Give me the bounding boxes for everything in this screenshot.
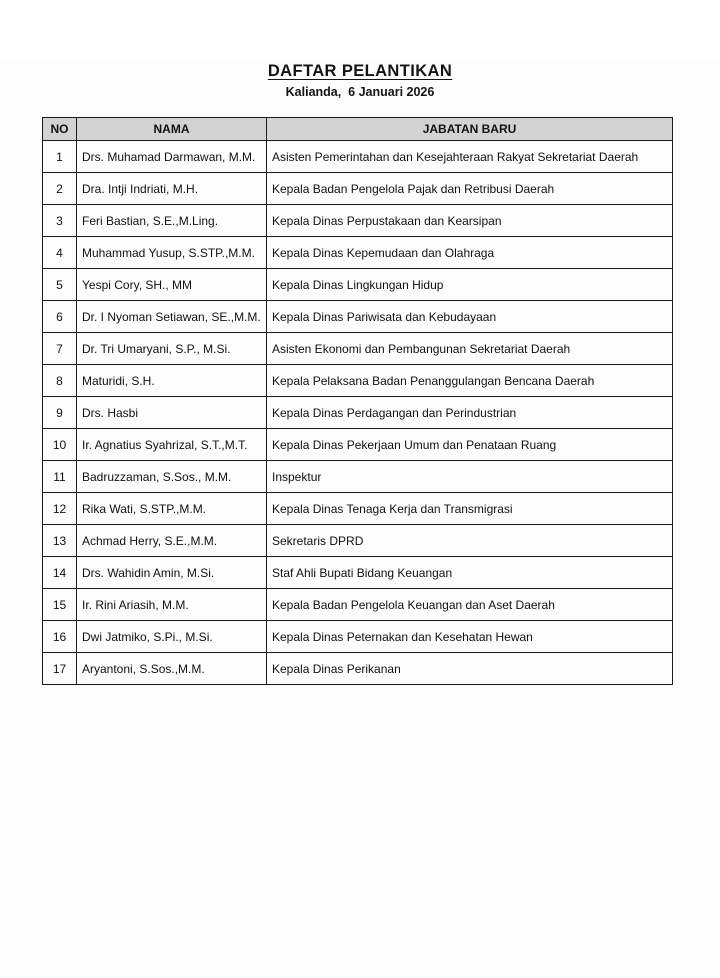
- row-jabatan: Sekretaris DPRD: [267, 525, 673, 557]
- row-nama: Ir. Agnatius Syahrizal, S.T.,M.T.: [77, 429, 267, 461]
- row-nama: Achmad Herry, S.E.,M.M.: [77, 525, 267, 557]
- row-no: 4: [43, 237, 77, 269]
- row-jabatan: Staf Ahli Bupati Bidang Keuangan: [267, 557, 673, 589]
- row-nama: Aryantoni, S.Sos.,M.M.: [77, 653, 267, 685]
- row-nama: Drs. Muhamad Darmawan, M.M.: [77, 141, 267, 173]
- header-no: NO: [43, 118, 77, 141]
- row-jabatan: Kepala Pelaksana Badan Penanggulangan Bencana Daerah: [267, 365, 673, 397]
- row-nama: Feri Bastian, S.E.,M.Ling.: [77, 205, 267, 237]
- row-jabatan: Kepala Dinas Tenaga Kerja dan Transmigrasi: [267, 493, 673, 525]
- document-title: DAFTAR PELANTIKAN: [267, 62, 453, 80]
- row-jabatan: Kepala Badan Pengelola Pajak dan Retribusi Daerah: [267, 173, 673, 205]
- row-no: 10: [43, 429, 77, 461]
- row-no: 11: [43, 461, 77, 493]
- table-row: [43, 333, 673, 365]
- row-nama: Rika Wati, S.STP.,M.M.: [77, 493, 267, 525]
- row-jabatan: Kepala Dinas Perpustakaan dan Kearsipan: [267, 205, 673, 237]
- row-no: 7: [43, 333, 77, 365]
- row-jabatan: Kepala Dinas Pariwisata dan Kebudayaan: [267, 301, 673, 333]
- table-row: [43, 141, 673, 173]
- row-no: 8: [43, 365, 77, 397]
- header-jabatan: JABATAN BARU: [267, 118, 673, 141]
- row-jabatan: Kepala Dinas Peternakan dan Kesehatan Hewan: [267, 621, 673, 653]
- table-row: [43, 365, 673, 397]
- table-row: [43, 397, 673, 429]
- document-page: [0, 62, 720, 978]
- row-nama: Badruzzaman, S.Sos., M.M.: [77, 461, 267, 493]
- row-no: 1: [43, 141, 77, 173]
- row-jabatan: Asisten Pemerintahan dan Kesejahteraan Rakyat Sekretariat Daerah: [267, 141, 673, 173]
- row-no: 13: [43, 525, 77, 557]
- row-nama: Drs. Hasbi: [77, 397, 267, 429]
- table-row: [43, 301, 673, 333]
- row-jabatan: Inspektur: [267, 461, 673, 493]
- table-header-row: [43, 118, 673, 141]
- row-nama: Dwi Jatmiko, S.Pi., M.Si.: [77, 621, 267, 653]
- row-jabatan: Kepala Dinas Perikanan: [267, 653, 673, 685]
- row-no: 9: [43, 397, 77, 429]
- row-jabatan: Kepala Dinas Lingkungan Hidup: [267, 269, 673, 301]
- row-no: 17: [43, 653, 77, 685]
- row-no: 14: [43, 557, 77, 589]
- row-jabatan: Kepala Dinas Pekerjaan Umum dan Penataan Ruang: [267, 429, 673, 461]
- row-no: 3: [43, 205, 77, 237]
- table-row: [43, 493, 673, 525]
- row-no: 5: [43, 269, 77, 301]
- row-no: 15: [43, 589, 77, 621]
- table-row: [43, 525, 673, 557]
- header-nama: NAMA: [77, 118, 267, 141]
- table-row: [43, 653, 673, 685]
- table-row: [43, 557, 673, 589]
- row-nama: Drs. Wahidin Amin, M.Si.: [77, 557, 267, 589]
- row-nama: Dra. Intji Indriati, M.H.: [77, 173, 267, 205]
- row-no: 12: [43, 493, 77, 525]
- row-no: 16: [43, 621, 77, 653]
- row-jabatan: Kepala Dinas Perdagangan dan Perindustrian: [267, 397, 673, 429]
- table-row: [43, 269, 673, 301]
- table-row: [43, 429, 673, 461]
- row-jabatan: Asisten Ekonomi dan Pembangunan Sekretariat Daerah: [267, 333, 673, 365]
- document-place-date: Kalianda, 6 Januari 2026: [285, 85, 435, 99]
- row-nama: Yespi Cory, SH., MM: [77, 269, 267, 301]
- row-jabatan: Kepala Dinas Kepemudaan dan Olahraga: [267, 237, 673, 269]
- inauguration-table: [42, 117, 673, 685]
- table-row: [43, 621, 673, 653]
- row-nama: Maturidi, S.H.: [77, 365, 267, 397]
- row-nama: Muhammad Yusup, S.STP.,M.M.: [77, 237, 267, 269]
- table-row: [43, 461, 673, 493]
- row-no: 2: [43, 173, 77, 205]
- table-row: [43, 237, 673, 269]
- row-no: 6: [43, 301, 77, 333]
- row-jabatan: Kepala Badan Pengelola Keuangan dan Aset Daerah: [267, 589, 673, 621]
- row-nama: Ir. Rini Ariasih, M.M.: [77, 589, 267, 621]
- table-row: [43, 589, 673, 621]
- table-row: [43, 173, 673, 205]
- row-nama: Dr. Tri Umaryani, S.P., M.Si.: [77, 333, 267, 365]
- table-row: [43, 205, 673, 237]
- row-nama: Dr. I Nyoman Setiawan, SE.,M.M.: [77, 301, 267, 333]
